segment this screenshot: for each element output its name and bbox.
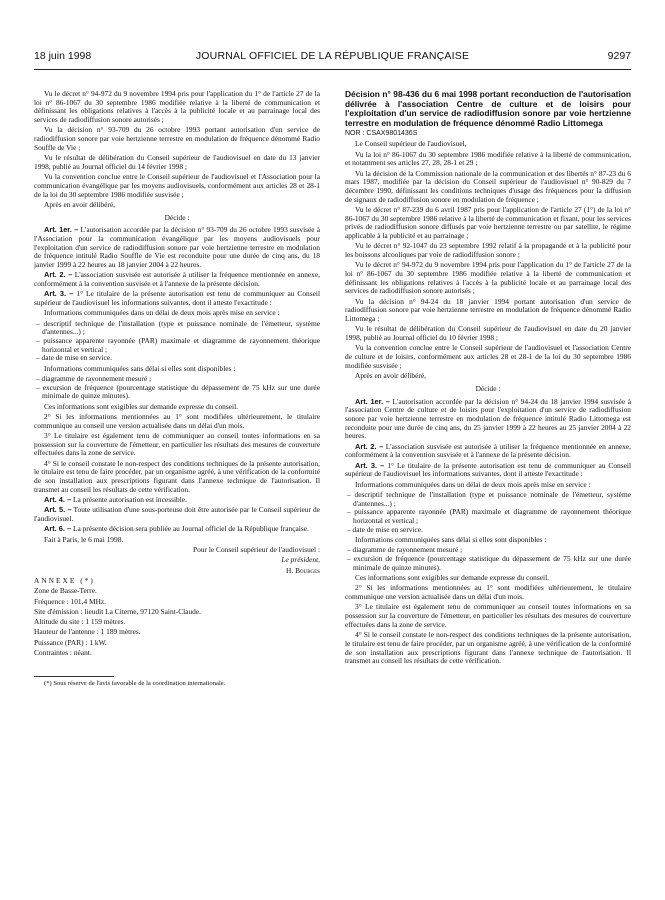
paragraph: Vu la décision de la Commission nationale de la communication et des libertés n° 87-23 du 6 mars 1987, modifiée par la décision du Conseil supérieur de l'audiovisuel n° 90-829 du 7 décembre 1990, définissant les conditions techniques d'usage des fréquences pour la diffusion de signaux de radiodiffusion sonore en modulation de fréquence ;	[345, 168, 631, 204]
paragraph: 3° Le titulaire est également tenu de communiquer au conseil toutes informations en sa possession sur la couverture de l'émetteur, en particulier les résultats des mesures de couverture effectuées dans la zone de service.	[34, 431, 320, 458]
article-label: Art. 4. –	[44, 495, 72, 505]
article-text: L'association susvisée est autorisée à utiliser la fréquence mentionnée en annexe, conformément à la convention susvisée et à l'annexe de la présente décision.	[345, 441, 631, 460]
info-list	[345, 491, 631, 535]
article-label: Art. 3. –	[355, 460, 385, 470]
article-label: Art. 1er. –	[355, 396, 391, 406]
header-journal-title: JOURNAL OFFICIEL DE LA RÉPUBLIQUE FRANÇAISE	[195, 50, 470, 62]
paragraph: Vu le résultat de délibération du Conseil supérieur de l'audiovisuel en date du 13 janvier 1998, publié au Journal officiel du 14 février 1998 ;	[34, 153, 320, 171]
signing-place-date: Fait à Paris, le 6 mai 1998.	[44, 534, 124, 544]
paragraph: Informations communiquées dans un délai de deux mois après mise en service :	[355, 479, 591, 489]
article-text: Toute utilisation d'une sous-porteuse doit être autorisée par le Conseil supérieur de l'audiovisuel.	[34, 505, 321, 524]
annex-details	[34, 587, 320, 657]
paragraph: Informations communiquées sans délai si elles sont disponibles :	[44, 363, 236, 373]
article-label: Art. 2. –	[44, 270, 73, 280]
annex-line: Contraintes : néant.	[34, 648, 92, 657]
paragraph: Vu le décret n° 94-972 du 9 novembre 1994 pris pour l'application du 1° de l'article 27 de la loi n° 86-1067 du 30 septembre 1986 modifiée relative à la liberté de communication et définissant les obligations relatives à l'accès à la publicité locale et au parrainage local des services de radiodiffusion sonore autorisés ;	[34, 89, 320, 125]
signature-intro: Pour le Conseil supérieur de l'audiovisuel :	[193, 545, 320, 555]
annex-line: Site d'émission : lieudit La Citerne, 97120 Saint-Claude.	[34, 606, 201, 616]
paragraph: Ces informations sont exigibles sur demande expresse du conseil.	[44, 401, 238, 411]
right-column	[345, 90, 631, 668]
paragraph: Vu le décret n° 92-1047 du 23 septembre 1992 relatif à la propagande et à la publicité pour les boissons alcooliques par voie de radiodiffusion sonore ;	[345, 241, 631, 260]
paragraph: Vu la convention conclue entre le Conseil supérieur de l'audiovisuel et l'association Centre de culture et de loisirs, conformément aux articles 28 et 28-1 de la loi du 30 septembre 1986 modifiée susvisée ;	[345, 343, 631, 370]
article-1	[345, 398, 631, 442]
annex-line: Hauteur de l'antenne : 1 189 mètres.	[34, 627, 141, 637]
paragraph: Informations communiquées dans un délai de deux mois après mise en service :	[44, 308, 280, 318]
annex-line: Fréquence : 101,4 MHz.	[34, 596, 107, 606]
paragraph: 4° Si le conseil constate le non-respect des conditions techniques de la présente autorisation, le titulaire est tenu de faire procéder, par un organisme agréé, à une vérification de la conformité de son installation aux prescriptions figurant dans l'annexe technique de l'autorisation. Il transmet au conseil les résultats de cette vérification.	[34, 458, 320, 494]
annex-line: Zone de Basse-Terre.	[34, 586, 97, 596]
list-item: – excursion de fréquence (pourcentage statistique du dépassement de 75 kHz sur une durée minimale de quinze minutes).	[345, 555, 631, 572]
paragraph: Vu la décision n° 94-24 du 18 janvier 1994 portant autorisation d'un service de radiodiffusion sonore par voie hertzienne terrestre en modulation de fréquence dénommé Radio Littomega ;	[345, 296, 631, 324]
decision-title: Décision n° 98-436 du 6 mai 1998 portant reconduction de l'autorisation délivrée à l'association Centre de culture et de loisirs pour l'exploitation d'un service de radiodiffusion sonore par voie hertzienne terrestre en modulation de fréquence dénommé Radio Littomega	[345, 89, 631, 128]
header-rule	[34, 69, 631, 70]
article-text: 1° Le titulaire de la présente autorisation est tenu de communiquer au Conseil supérieur de l'audiovisuel les informations suivantes, dont il atteste l'exactitude :	[34, 289, 320, 308]
annex-line: Altitude du site : 1 159 mètres.	[34, 617, 126, 627]
info-list	[34, 320, 320, 364]
nor-reference: NOR : CSAX9801436S	[345, 129, 418, 137]
article-label: Art. 5. –	[44, 505, 72, 515]
paragraph: Après en avoir délibéré,	[44, 199, 116, 209]
footnote-rule	[34, 676, 114, 677]
article-text: 1° Le titulaire de la présente autorisation est tenu de communiquer au Conseil supérieur de l'audiovisuel les informations suivantes, dont il atteste l'exactitude :	[345, 460, 631, 479]
decide-heading: Décide :	[475, 383, 501, 393]
paragraph: 2° Si les informations mentionnées au 1° sont modifiées ultérieurement, le titulaire communique au conseil une version actualisée dans un délai d'un mois.	[34, 412, 320, 430]
list-item: – descriptif technique de l'installation (type et puissance nominale de l'émetteur, système d'antennes...) ;	[345, 491, 631, 508]
paragraph: Vu la convention conclue entre le Conseil supérieur de l'audiovisuel et l'Association pour la communication évangélique par les moyens audiovisuels, conformément aux articles 28 et 28-1 de la loi du 30 septembre 1986 modifiée susvisée ;	[34, 172, 320, 199]
paragraph: Vu le décret n° 87-239 du 6 avril 1987 pris pour l'application de l'article 27 (1°) de la loi n° 86-1067 du 30 septembre 1986 relative à la liberté de communication et fixant, pour les services privés de radiodiffusion sonore diffusés par voie hertzienne terrestre ou par satellite, le régime applicable à la publicité et au parrainage ;	[345, 204, 631, 241]
article-6	[34, 525, 320, 534]
paragraph: Vu la décision n° 93-709 du 26 octobre 1993 portant autorisation d'un service de radiodiffusion sonore par voie hertzienne terrestre en modulation de fréquence dénommé Radio Souffle de Vie ;	[34, 125, 320, 152]
list-item: – descriptif technique de l'installation (type et puissance nominale de l'émetteur, système d'antennes...) ;	[34, 320, 320, 337]
list-item: – diagramme de rayonnement mesuré ;	[34, 375, 320, 384]
list-item: – diagramme de rayonnement mesuré ;	[345, 546, 631, 555]
paragraph: 4° Si le conseil constate le non-respect des conditions techniques de la présente autorisation, le titulaire est tenu de faire procéder, par un organisme agréé, à une vérification de la conformité de son installation aux prescriptions figurant dans l'annexe technique de l'autorisation. Il transmet au conseil les résultats de cette vérification.	[345, 630, 631, 666]
page-header	[34, 50, 631, 66]
info-list	[345, 546, 631, 572]
article-3	[34, 290, 320, 307]
article-label: Art. 3. –	[44, 289, 74, 299]
paragraph: Vu le résultat de délibération du Conseil supérieur de l'audiovisuel en date du 20 janvier 1998, publié au Journal officiel du 10 février 1998 ;	[345, 324, 631, 343]
article-label: Art. 2. –	[355, 441, 384, 451]
annex-title: ANNEXE (*)	[34, 575, 95, 585]
article-2	[345, 443, 631, 460]
decide-heading: Décide :	[164, 212, 190, 222]
paragraph: 2° Si les informations mentionnées au 1° sont modifiées ultérieurement, le titulaire communique une version actualisée dans un délai d'un mois.	[345, 583, 631, 602]
article-text: L'association susvisée est autorisée à utiliser la fréquence mentionnée en annexe, conformément à la convention susvisée et à l'annexe de la présente décision.	[34, 270, 320, 289]
list-item: – puissance apparente rayonnée (PAR) maximale et diagramme de rayonnement théorique horizontal et vertical ;	[34, 337, 320, 354]
paragraph: Informations communiquées sans délai si elles sont disponibles :	[355, 535, 547, 545]
article-text: La présente décision sera publiée au Journal officiel de la République française.	[72, 524, 309, 534]
header-page-number: 9297	[607, 50, 631, 62]
list-item: – excursion de fréquence (pourcentage statistique du dépassement de 75 kHz sur une durée minimale de quinze minutes).	[34, 384, 320, 401]
paragraph: 3° Le titulaire est également tenu de communiquer au conseil toutes informations en sa possession sur la couverture de l'émetteur, en particulier les résultats des mesures de couverture effectuées dans la zone de service.	[345, 602, 631, 629]
signer-title: Le président,	[281, 555, 320, 565]
signer-name: H. Bourges	[286, 565, 320, 575]
article-text: La présente autorisation est incessible.	[72, 495, 187, 505]
article-2	[34, 271, 320, 288]
article-label: Art. 1er. –	[44, 225, 79, 235]
article-label: Art. 6. –	[44, 524, 72, 534]
paragraph: Ces informations sont exigibles sur demande expresse du conseil.	[355, 573, 549, 583]
article-3	[345, 462, 631, 479]
article-1	[34, 226, 320, 270]
paragraph: Le Conseil supérieur de l'audiovisuel,	[355, 139, 467, 149]
annex-line: Puissance (PAR) : 1 kW.	[34, 637, 107, 647]
paragraph: Vu le décret n° 94-972 du 9 novembre 1994 pris pour l'application du 1° de l'article 27 de la loi n° 86-1067 du 30 septembre 1986 modifiée relative à la liberté de communication et définissant les obligations relatives à l'accès à la publicité locale et au parrainage local des services de radiodiffusion sonore autorisés ;	[345, 260, 631, 296]
header-date: 18 juin 1998	[34, 50, 92, 62]
article-5	[34, 506, 320, 523]
article-text: L'autorisation accordée par la décision n° 94-24 du 18 janvier 1994 susvisée à l'association Centre de culture et de loisirs pour l'exploitation d'un service de radiodiffusion sonore par voie hertzienne terrestre en modulation de fréquence intitulé Radio Littomega est reconduite pour une durée de cinq ans, du 25 janvier 1999 à 22 heures au 25 janvier 2004 à 22 heures.	[345, 396, 631, 441]
list-item: – puissance apparente rayonnée (PAR) maximale et diagramme de rayonnement théorique horizontal et vertical ;	[345, 508, 631, 525]
list-item: – date de mise en service.	[345, 526, 631, 535]
paragraph: Après en avoir délibéré,	[355, 371, 427, 381]
article-text: L'autorisation accordée par la décision n° 93-709 du 26 octobre 1993 susvisée à l'Association pour la communication évangélique par les moyens audiovisuels pour l'exploitation d'un service de radiodiffusion sonore par voie hertzienne terrestre en modulation de fréquence intitulé Radio Souffle de Vie est reconduite pour une durée de cinq ans, du 18 janvier 1999 à 22 heures au 18 janvier 2004 à 22 heures.	[34, 225, 320, 270]
article-4	[34, 496, 320, 505]
list-item: – date de mise en service.	[34, 354, 320, 363]
paragraph: Vu la loi n° 86-1067 du 30 septembre 1986 modifiée relative à la liberté de communication, et notamment ses articles 27, 28, 28-1 et 29 ;	[345, 149, 631, 168]
left-column	[34, 90, 320, 690]
footnote: (*) Sous réserve de l'avis favorable de la coordination internationale.	[44, 679, 226, 687]
info-list	[34, 375, 320, 401]
